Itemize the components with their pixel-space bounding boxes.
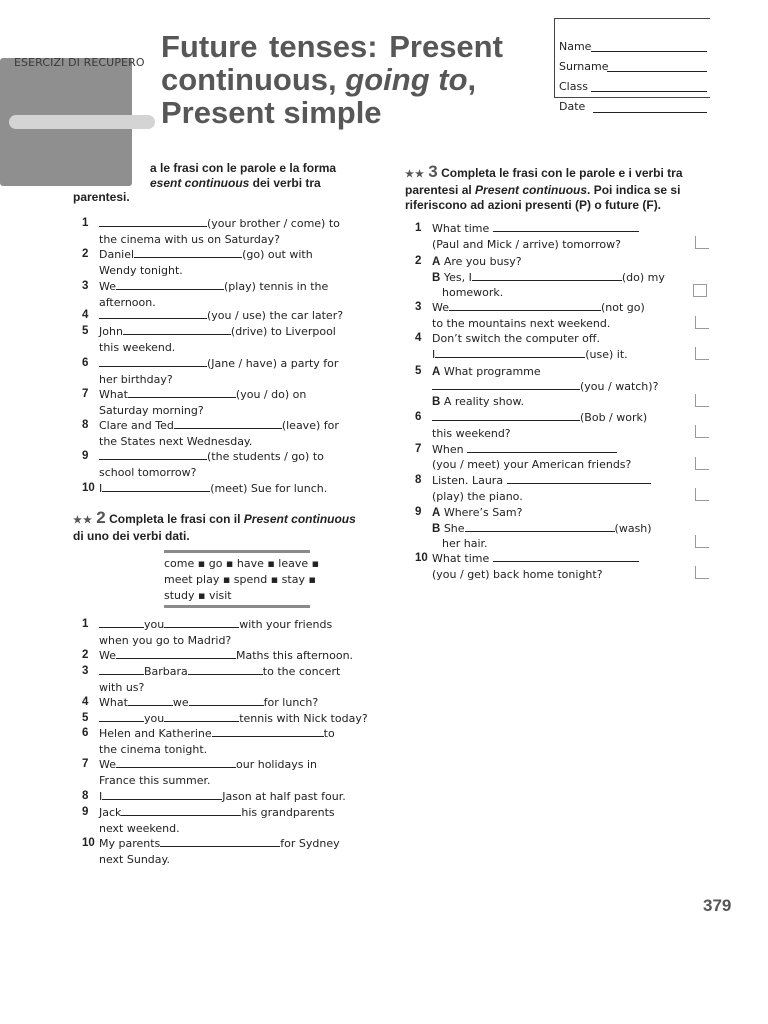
answer-checkbox[interactable] bbox=[695, 236, 709, 249]
list-item-continuation: next weekend. bbox=[99, 822, 180, 835]
answer-blank[interactable] bbox=[449, 300, 601, 311]
list-item-continuation: with us? bbox=[99, 681, 145, 694]
answer-blank[interactable] bbox=[116, 757, 236, 768]
ex3-instruction: ★★ 3 Completa le frasi con le parole e i verbi tra parentesi al Present continuous. Poi indica se si riferiscono ad azioni presenti (P) o future (F). bbox=[405, 162, 683, 212]
answer-blank[interactable] bbox=[465, 521, 615, 532]
word-box-line: study ▪ visit bbox=[164, 589, 232, 602]
list-item: 6 Helen and Katherine to bbox=[82, 727, 335, 740]
exercise-number: 2 bbox=[96, 508, 106, 527]
list-item-continuation: the cinema with us on Saturday? bbox=[99, 233, 280, 246]
answer-blank[interactable] bbox=[188, 664, 263, 675]
list-item: 9 A Where’s Sam? bbox=[415, 506, 523, 519]
list-item-continuation: (play) the piano. bbox=[432, 490, 523, 503]
list-item-continuation: to the mountains next weekend. bbox=[432, 317, 611, 330]
list-item-continuation: afternoon. bbox=[99, 296, 156, 309]
word-box-line: come ▪ go ▪ have ▪ leave ▪ bbox=[164, 557, 320, 570]
list-item: 10 What time bbox=[432, 551, 639, 567]
answer-blank[interactable] bbox=[116, 279, 224, 290]
list-item-continuation: I (use) it. bbox=[432, 348, 628, 361]
name-label: Name bbox=[559, 40, 592, 53]
list-item: 3 We (play) tennis in the bbox=[82, 280, 329, 293]
list-item: 6 (Bob / work) bbox=[415, 411, 648, 424]
list-item: 4 What we for lunch? bbox=[82, 696, 319, 709]
list-item-continuation: school tomorrow? bbox=[99, 466, 197, 479]
list-item: 7 When bbox=[432, 442, 617, 458]
list-item: 7 We our holidays in bbox=[82, 758, 318, 771]
ex1-instruction-line3: parentesi. bbox=[73, 190, 130, 204]
answer-blank[interactable] bbox=[134, 247, 242, 258]
answer-checkbox[interactable] bbox=[693, 284, 707, 297]
answer-checkbox[interactable] bbox=[695, 347, 709, 360]
class-label: Class bbox=[559, 80, 588, 93]
answer-blank[interactable] bbox=[164, 617, 239, 628]
list-item-continuation: (you / watch)? bbox=[432, 379, 658, 395]
list-item-continuation: this weekend? bbox=[432, 427, 511, 440]
answer-checkbox[interactable] bbox=[695, 457, 709, 470]
page-number: 379 bbox=[703, 896, 732, 915]
answer-blank[interactable] bbox=[99, 617, 144, 628]
list-item: 1 (your brother / come) to bbox=[82, 217, 340, 230]
list-item: 3 Barbara to the concert bbox=[82, 665, 341, 678]
ex1-instruction-line2: esent continuous dei verbi tra bbox=[150, 176, 321, 190]
answer-blank[interactable] bbox=[507, 473, 651, 484]
list-item-continuation: this weekend. bbox=[99, 341, 176, 354]
title-line-1: Future tenses: Present bbox=[161, 29, 503, 64]
answer-checkbox[interactable] bbox=[695, 535, 709, 548]
list-item-continuation: Saturday morning? bbox=[99, 404, 204, 417]
title-line-2: continuous, going to, bbox=[161, 62, 477, 97]
answer-blank[interactable] bbox=[467, 442, 617, 453]
answer-blank[interactable] bbox=[99, 449, 207, 460]
list-item: 2 A Are you busy? bbox=[415, 255, 522, 268]
answer-checkbox[interactable] bbox=[695, 488, 709, 501]
list-item-continuation: B A reality show. bbox=[432, 395, 524, 408]
answer-checkbox[interactable] bbox=[695, 394, 709, 407]
answer-blank[interactable] bbox=[99, 711, 144, 722]
list-item: 4 (you / use) the car later? bbox=[82, 309, 344, 322]
answer-blank[interactable] bbox=[123, 324, 231, 335]
date-label: Date bbox=[559, 100, 586, 113]
answer-blank[interactable] bbox=[99, 308, 207, 319]
list-item: 8 Clare and Ted (leave) for bbox=[82, 419, 339, 432]
list-item: 4 Don’t switch the computer off. bbox=[415, 332, 600, 345]
class-field[interactable] bbox=[591, 91, 707, 92]
surname-label: Surname bbox=[559, 60, 609, 73]
answer-blank[interactable] bbox=[493, 221, 639, 232]
list-item: 10 I (meet) Sue for lunch. bbox=[82, 482, 328, 495]
answer-blank[interactable] bbox=[102, 481, 210, 492]
section-tab-bar bbox=[9, 115, 155, 129]
list-item: 6 (Jane / have) a party for bbox=[82, 357, 339, 370]
answer-blank[interactable] bbox=[99, 664, 144, 675]
answer-blank[interactable] bbox=[432, 410, 580, 421]
page-title bbox=[161, 30, 551, 129]
answer-checkbox[interactable] bbox=[695, 566, 709, 579]
list-item-continuation: the cinema tonight. bbox=[99, 743, 208, 756]
ex2-instruction: ★★ 2 Completa le frasi con il Present continuous di uno dei verbi dati. bbox=[73, 508, 356, 543]
ex1-instruction-line1: a le frasi con le parole e la forma bbox=[150, 161, 337, 175]
list-item-continuation: the States next Wednesday. bbox=[99, 435, 253, 448]
difficulty-stars: ★★ bbox=[405, 169, 425, 180]
answer-blank[interactable] bbox=[435, 347, 585, 358]
answer-blank[interactable] bbox=[116, 648, 236, 659]
list-item: 10 My parents for Sydney bbox=[82, 837, 340, 850]
answer-blank[interactable] bbox=[99, 216, 207, 227]
answer-blank[interactable] bbox=[128, 695, 173, 706]
word-box bbox=[164, 550, 320, 608]
answer-blank[interactable] bbox=[432, 379, 580, 390]
answer-blank[interactable] bbox=[189, 695, 264, 706]
answer-blank[interactable] bbox=[493, 551, 639, 562]
list-item: 9 Jack his grandparents bbox=[82, 806, 335, 819]
answer-blank[interactable] bbox=[174, 418, 282, 429]
answer-checkbox[interactable] bbox=[695, 425, 709, 438]
answer-blank[interactable] bbox=[121, 805, 241, 816]
list-item-continuation: B She (wash) bbox=[432, 522, 652, 535]
answer-blank[interactable] bbox=[102, 789, 222, 800]
list-item-continuation: when you go to Madrid? bbox=[99, 634, 232, 647]
list-item-continuation: B Yes, I (do) my bbox=[432, 271, 665, 284]
list-item: 8 I Jason at half past four. bbox=[82, 790, 346, 803]
list-item: 7 What (you / do) on bbox=[82, 388, 307, 401]
list-item: 1 you with your friends bbox=[82, 618, 333, 631]
surname-field[interactable] bbox=[607, 71, 707, 72]
list-item: 2 We Maths this afternoon. bbox=[82, 649, 354, 662]
list-item-continuation: homework. bbox=[442, 286, 504, 299]
answer-blank[interactable] bbox=[99, 356, 207, 367]
difficulty-stars: ★★ bbox=[73, 515, 93, 526]
list-item: 2 Daniel (go) out with bbox=[82, 248, 313, 261]
list-item: 9 (the students / go) to bbox=[82, 450, 324, 463]
list-item-continuation: (you / meet) your American friends? bbox=[432, 458, 632, 471]
list-item-continuation: (Paul and Mick / arrive) tomorrow? bbox=[432, 238, 621, 251]
answer-blank[interactable] bbox=[160, 836, 280, 847]
list-item: 5 A What programme bbox=[415, 365, 541, 378]
list-item: 5 John (drive) to Liverpool bbox=[82, 325, 336, 338]
date-field[interactable] bbox=[593, 112, 707, 113]
word-box-line: meet play ▪ spend ▪ stay ▪ bbox=[164, 573, 316, 586]
answer-checkbox[interactable] bbox=[695, 316, 709, 329]
exercise-number: 3 bbox=[428, 162, 438, 181]
list-item: 3 We (not go) bbox=[415, 301, 645, 314]
answer-blank[interactable] bbox=[164, 711, 239, 722]
answer-blank[interactable] bbox=[128, 387, 236, 398]
section-label: ESERCIZI DI RECUPERO bbox=[14, 56, 145, 69]
list-item-continuation: Wendy tonight. bbox=[99, 264, 183, 277]
answer-blank[interactable] bbox=[212, 726, 324, 737]
list-item-continuation: her birthday? bbox=[99, 373, 173, 386]
list-item: 8 Listen. Laura bbox=[432, 473, 651, 489]
list-item-continuation: (you / get) back home tonight? bbox=[432, 568, 603, 581]
list-item-continuation: her hair. bbox=[442, 537, 488, 550]
answer-blank[interactable] bbox=[472, 270, 622, 281]
name-field[interactable] bbox=[591, 51, 707, 52]
list-item-continuation: France this summer. bbox=[99, 774, 211, 787]
list-item: 1 What time bbox=[432, 221, 639, 237]
list-item-continuation: next Sunday. bbox=[99, 853, 170, 866]
list-item: 5 you tennis with Nick today? bbox=[82, 712, 368, 725]
title-line-3: Present simple bbox=[161, 95, 382, 130]
